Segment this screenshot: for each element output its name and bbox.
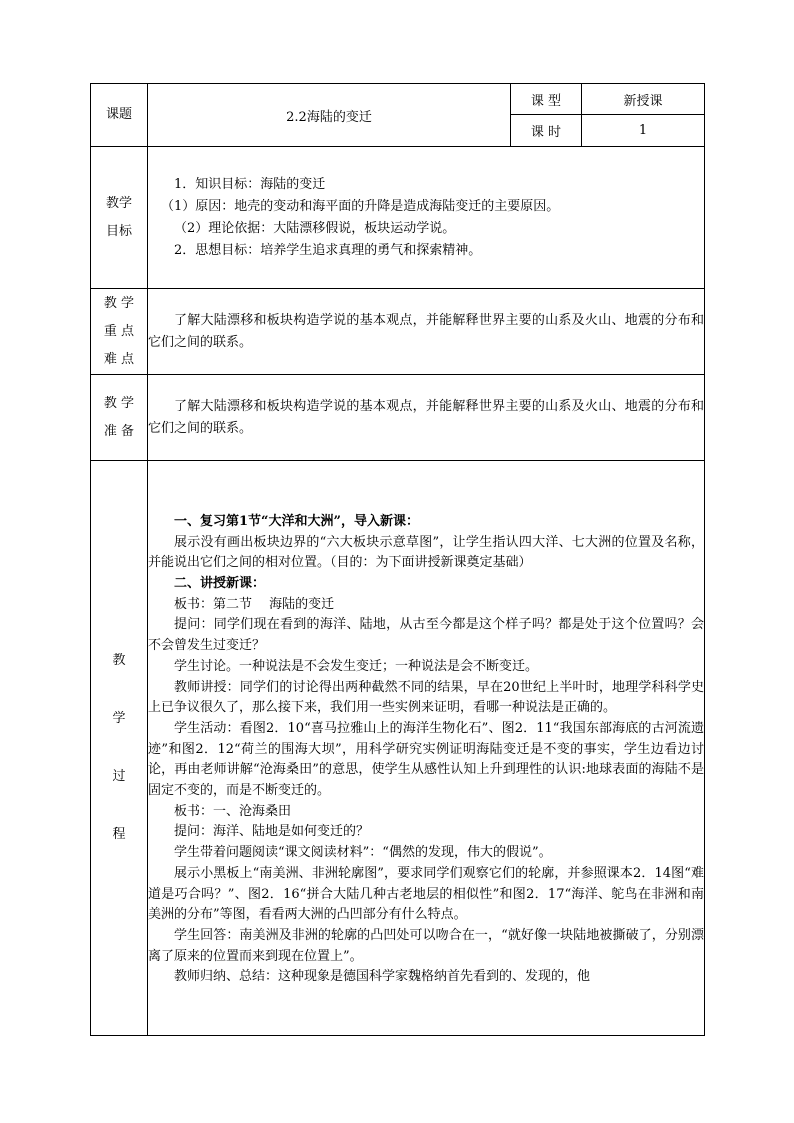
goal-line: 2．思想目标：培养学生追求真理的勇气和探索精神。	[174, 242, 482, 258]
hours-label: 课 时	[511, 115, 582, 147]
type-label: 课 型	[511, 84, 582, 115]
process-paragraph: 展示没有画出板块边界的“六大板块示意草图”，让学生指认四大洋、七大洲的位置及名称，并能说出它们之间的相对位置。（目的：为下面讲授新课奠定基础）	[148, 534, 704, 571]
prep-label-line: 准 备	[103, 423, 135, 439]
process-label	[91, 461, 148, 1036]
topic-value: 2.2海陆的变迁	[148, 84, 511, 147]
prep-row	[91, 375, 705, 461]
process-paragraph: 提问：同学们现在看到的海洋、陆地，从古至今都是这个样子吗？都是处于这个位置吗？会不会曾发生过变迁？	[148, 617, 704, 654]
process-paragraph: 提问：海洋、陆地是如何变迁的？	[174, 824, 370, 840]
type-value: 新授课	[582, 84, 705, 115]
prep-content: 了解大陆漂移和板块构造学说的基本观点，并能解释世界主要的山系及火山、地震的分布和它们之间的联系。	[148, 375, 705, 461]
process-paragraph: 学生带着问题阅读“课文阅读材料”：“偶然的发现，伟大的假说”。	[174, 845, 552, 861]
process-heading: 二、讲授新课：	[174, 576, 266, 592]
header-row-1	[91, 84, 705, 115]
lesson-plan-table	[90, 83, 705, 1036]
goal-line: 1．知识目标：海陆的变迁	[174, 176, 326, 192]
goal-line: （2）理论依据：大陆漂移假说，板块运动学说。	[174, 220, 456, 236]
process-heading: 一、复习第1节“大洋和大洲”，导入新课：	[174, 513, 420, 529]
goal-line: （1）原因：地壳的变动和海平面的升降是造成海陆变迁的主要原因。	[161, 198, 560, 214]
topic-label: 课题	[91, 84, 148, 147]
focus-content: 了解大陆漂移和板块构造学说的基本观点，并能解释世界主要的山系及火山、地震的分布和它们之间的联系。	[148, 289, 705, 375]
process-paragraph: 教师归纳、总结：这种现象是德国科学家魏格纳首先看到的、发现的，他	[174, 969, 591, 985]
goals-label-line: 目标	[105, 223, 132, 239]
process-label-char: 程	[112, 827, 126, 842]
focus-row	[91, 289, 705, 375]
goals-label-line: 教学	[105, 195, 132, 211]
process-paragraph: 学生讨论。一种说法是不会发生变迁；一种说法是会不断变迁。	[174, 658, 539, 674]
process-label-char: 教	[112, 653, 126, 668]
process-paragraph: 教师讲授：同学们的讨论得出两种截然不同的结果，早在20世纪上半叶时，地理学科科学史上已争议很久了，那么接下来，我们用一些实例来证明，看哪一种说法是正确的。	[148, 679, 704, 716]
prep-label-line: 教 学	[103, 395, 135, 411]
process-label-char: 学	[112, 711, 126, 726]
goals-content	[148, 147, 705, 289]
process-content	[148, 461, 705, 1036]
prep-label	[91, 375, 148, 461]
process-paragraph: 板书：一、沧海桑田	[174, 803, 292, 819]
process-paragraph: 学生回答：南美洲及非洲的轮廓的凸凹处可以吻合在一，“就好像一块陆地被撕破了，分别漂离了原来的位置而来到现在位置上”。	[148, 927, 704, 964]
goals-row	[91, 147, 705, 289]
process-paragraph: 板书：第二节 海陆的变迁	[174, 596, 335, 612]
focus-label-line: 难 点	[103, 351, 135, 367]
focus-label-line: 重 点	[103, 323, 135, 339]
goals-label	[91, 147, 148, 289]
process-paragraph: 展示小黑板上“南美洲、非洲轮廓图”，要求同学们观察它们的轮廓，并参照课本2．14图“难道是巧合吗？”、图2．16“拼合大陆几种古老地层的相似性”和图2．17“海洋、鸵鸟在非洲和南美洲的分布”等图，看看两大洲的凸凹部分有什么特点。	[148, 865, 704, 923]
process-row	[91, 461, 705, 1036]
hours-value: 1	[582, 115, 705, 147]
focus-label-line: 教 学	[103, 295, 135, 311]
process-label-char: 过	[112, 769, 126, 784]
process-paragraph: 学生活动：看图2．10“喜马拉雅山上的海洋生物化石”、图2．11“我国东部海底的古河流遗迹”和图2．12“荷兰的围海大坝”，用科学研究实例证明海陆变迁是不变的事实，学生边看边讨论，再由老师讲解“沧海桑田”的意思，使学生从感性认知上升到理性的认识:地球表面的海陆不是固定不变的，而是不断变迁的。	[148, 720, 704, 799]
focus-label	[91, 289, 148, 375]
